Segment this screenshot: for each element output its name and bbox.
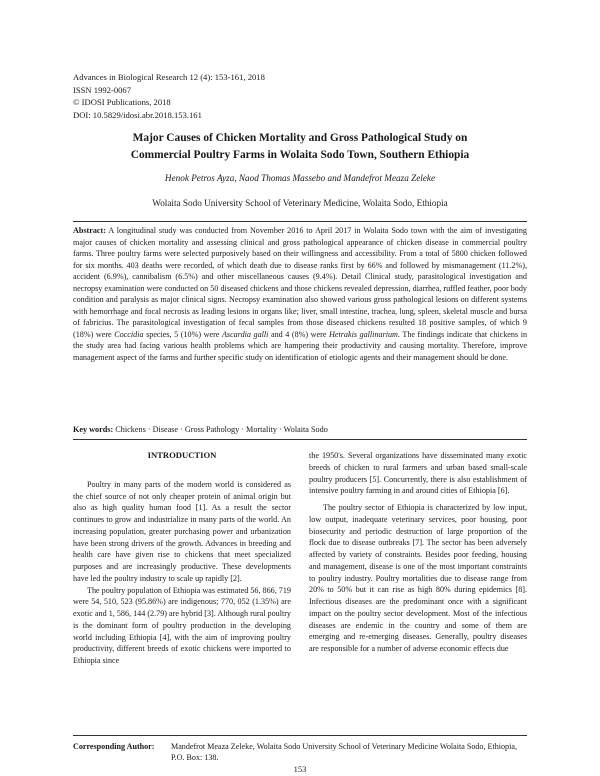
abstract-text: A longitudinal study was conducted from November 2016 to April 2017 in Wolaita Sodo town with the aim of investigating major causes of chicken mortality and assessing clinical and gross pathological appearance of chicken disease in commercial poultry farms. Three poultry farms were selected purposively based on their willingness and accessibility. From a total of 5800 chicken followed for six months. 403 deaths were recorded, of which death due to disease ranks first by 66% and followed by mismanagement (11.2%), accident (6.9%), cannibalism (6.5%) and other miscellaneous causes (9.4%). Detail Clinical study, parasitological investigation and necropsy examination were conducted on 50 diseased chickens and those chickens revealed depression, diarrhea, ruffled feather, poor body condition and paralysis as major clinical signs. Necropsy examination also showed various gross pathological lesions on different systems with hemorrhage and focal necrosis as leading lesions in organs like; liver, small intestine, trachea, lung, spleen, skeletal muscle and bursa of fabricius. The parasitological investigation of fecal samples from those diseased chickens resulted 18 positive samples, of which 9 (18%) were	[73, 226, 527, 339]
left-column	[73, 450, 291, 667]
keywords-text: Chickens · Disease · Gross Pathology · Mortality · Wolaita Sodo	[113, 425, 328, 434]
abstract-text: species, 5 (10%) were	[143, 329, 222, 339]
doi: DOI: 10.5829/idosi.abr.2018.153.161	[73, 109, 202, 120]
corresponding-author	[73, 741, 527, 764]
issn: ISSN 1992-0067	[73, 84, 132, 95]
abstract-text: . The findings indicate that chickens in the study area had facing various health problems which are hampering their productivity and causing mortality. Therefore, improve management aspect of the farms and further specific study on identification of etiologic agents and their management should be done.	[73, 329, 528, 363]
abstract-label: Abstract:	[73, 226, 106, 235]
copyright: © IDOSI Publications, 2018	[73, 97, 171, 108]
author-list: Henok Petros Ayza, Naod Thomas Massebo and Mandefrot Meaza Zeleke	[164, 173, 436, 183]
species-name: Coccidia	[114, 329, 144, 339]
corresponding-label: Corresponding Author:	[73, 742, 155, 751]
body-paragraph: Poultry in many parts of the modern world is considered as the chief source of not only cheaper protein of animal origin but also as high quality human food [1]. As a result the sector continues to grow and industrialize in many parts of the world. An increasing population, greater purchasing power and urbanization have been strong drivers of the growth. Advances in breeding and health care have given rise to chickens that meet specialized purposes and are increasingly productive. These developments have led the poultry industry to scale up rapidly [2].	[73, 479, 291, 583]
journal-citation: Advances in Biological Research 12 (4): 153-161, 2018	[73, 72, 265, 82]
section-heading: INTRODUCTION	[147, 450, 217, 460]
keywords	[73, 425, 527, 434]
journal-header	[73, 71, 265, 121]
body-paragraph: The poultry sector of Ethiopia is characterized by low input, low output, inadequate veterinary services, poor housing, poor biosecurity and periodic destruction of large proportion of the flock due to disease outbreaks [7]. The sector has been adversely affected by variety of constraints. Besides poor feeding, housing and management, disease is one of the most important constraints to poultry industry. Poultry mortalities due to disease range from 20% to 50% but it can rise as high 80% during epidemics [8]. Infectious diseases are the predominant once with a significant impact on the poultry sector development. Most of the infectious diseases are endemic in the country and some of them are emerging and re-emerging diseases. Generally, poultry diseases are responsible for a number of adverse economic effects due	[309, 503, 527, 653]
species-name: Ascardia galli	[221, 329, 269, 339]
body-paragraph: the 1950's. Several organizations have disseminated many exotic breeds of chicken to rural farmers and urban based small-scale poultry producers [5]. Concurrently, there is also establishment of intensive poultry farming in and around cities of Ethiopia [6].	[309, 451, 527, 496]
bottom-divider	[73, 439, 527, 440]
title-line: Commercial Poultry Farms in Wolaita Sodo Town, Southern Ethiopia	[130, 148, 470, 161]
body-paragraph: The poultry population of Ethiopia was estimated 56, 866, 719 were 54, 510, 523 (95.86%) are indigenous; 770, 052 (1.35%) are exotic and 1, 586, 144 (2.79) are hybrid [3]. Although rural poultry is the dominant form of poultry production in the developing world including Ethiopia [4], with the aim of improving poultry productivity, different breeds of exotic chickens were imported to Ethiopia since	[73, 585, 291, 665]
title-line: Major Causes of Chicken Mortality and Gross Pathological Study on	[132, 132, 468, 144]
corresponding-text: Mandefrot Meaza Zeleke, Wolaita Sodo University School of Veterinary Medicine Wolaita Sodo, Ethiopia, P.O. Box: 138.	[171, 742, 517, 763]
abstract-text: and 4 (8%) were	[268, 329, 330, 339]
footer-divider	[73, 735, 527, 736]
page-number: 153	[293, 764, 307, 774]
species-name: Hetrakis gallinarium	[329, 329, 398, 339]
abstract	[73, 225, 527, 364]
top-divider	[73, 221, 527, 222]
right-column	[309, 450, 527, 655]
affiliation: Wolaita Sodo University School of Veterinary Medicine, Wolaita Sodo, Ethiopia	[152, 198, 448, 208]
keywords-label: Key words:	[73, 425, 114, 434]
paper-title	[60, 130, 540, 163]
